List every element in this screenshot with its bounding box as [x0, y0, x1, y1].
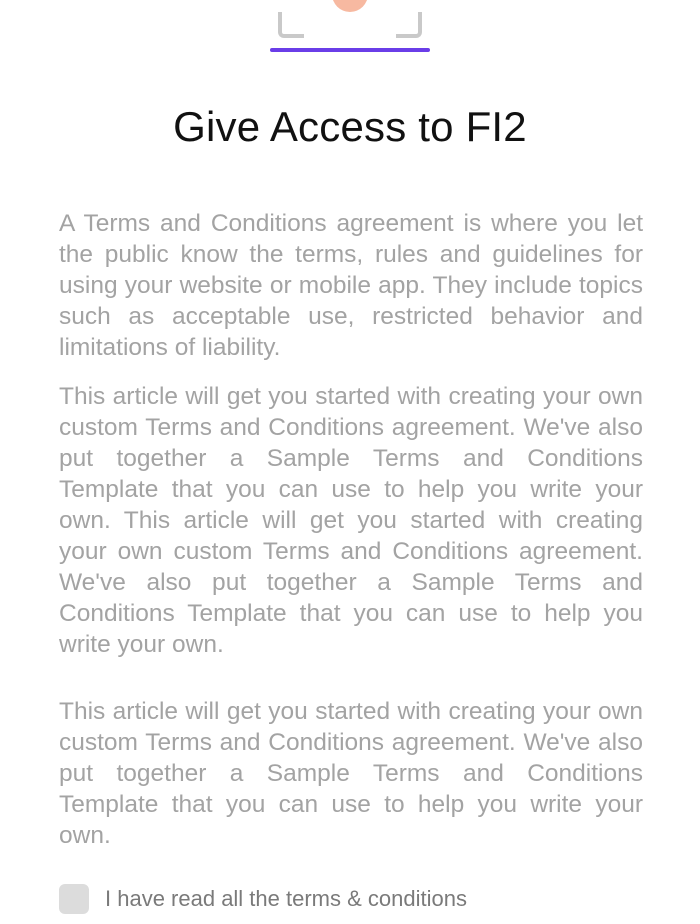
terms-content[interactable] [59, 208, 643, 869]
terms-paragraph: This article will get you started with creating your own custom Terms and Conditions agreement. We've also put together a Sample Terms and Conditions Template that you can use to help you write your own. This article will get you started with creating your own custom Terms and Conditions agreement. We've also put together a Sample Terms and Conditions Template that you can use to help you write your own. [59, 383, 643, 658]
terms-consent[interactable] [59, 884, 659, 924]
hero [0, 0, 700, 60]
terms-paragraph: A Terms and Conditions agreement is where you let the public know the terms, rules and guidelines for using your website or mobile app. They include topics such as acceptable use, restricted behavior and limitations of liability. [59, 210, 643, 361]
hero-underline [270, 48, 430, 52]
scan-bracket-left [278, 12, 304, 38]
scan-bracket-right [396, 12, 422, 38]
page-title: Give Access to FI2 [173, 103, 527, 150]
terms-checkbox[interactable] [59, 884, 89, 914]
face-scan-icon [270, 0, 430, 40]
terms-paragraph: This article will get you started with creating your own custom Terms and Conditions agreement. We've also put together a Sample Terms and Conditions Template that you can use to help you write your own. [59, 698, 643, 849]
terms-consent-label[interactable]: I have read all the terms & conditions [105, 886, 467, 911]
face-shape [332, 0, 368, 12]
